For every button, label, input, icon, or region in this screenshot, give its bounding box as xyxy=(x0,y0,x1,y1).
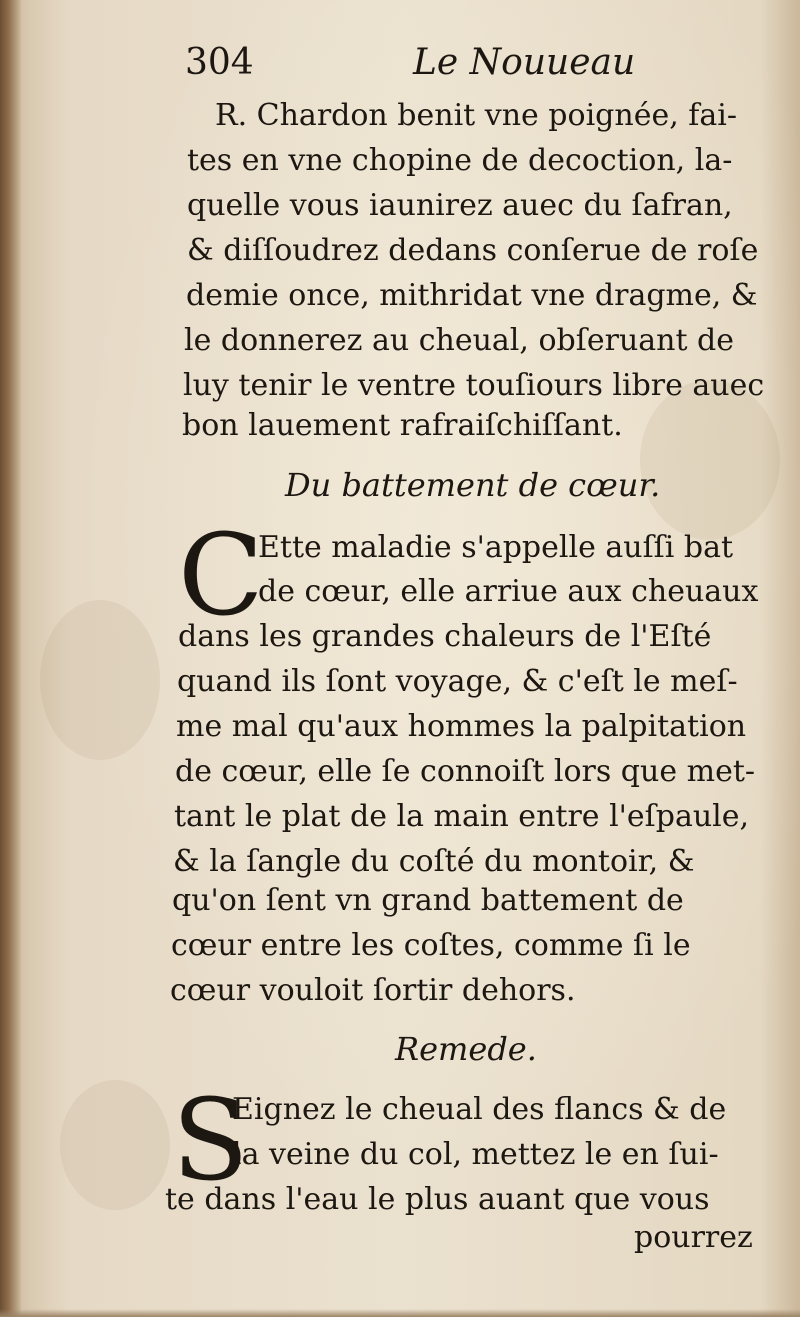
running-title: Le Nouueau xyxy=(413,42,636,83)
text-line: R. Chardon benit vne poignée, fai- xyxy=(215,98,737,133)
text-line: quelle vous iaunirez auec du ſafran, xyxy=(187,188,733,223)
drop-cap: C xyxy=(178,511,264,641)
text-line: te dans l'eau le plus auant que vous xyxy=(165,1182,710,1217)
page-edge xyxy=(0,1309,800,1317)
text-line: cœur vouloit ſortir dehors. xyxy=(170,973,576,1008)
drop-cap: S xyxy=(172,1076,249,1206)
text-line: me mal qu'aux hommes la palpitation xyxy=(176,709,747,744)
text-line: luy tenir le ventre touſiours libre auec xyxy=(183,368,765,403)
text-line: tant le plat de la main entre l'eſpaule, xyxy=(174,799,750,834)
catchword: pourrez xyxy=(634,1220,753,1255)
text-line: Eignez le cheual des flancs & de xyxy=(232,1092,727,1127)
section-heading: Remede. xyxy=(395,1030,537,1068)
text-line: Ette maladie s'appelle auſſi bat xyxy=(258,530,734,565)
paper-stain xyxy=(60,1080,170,1210)
paper-stain xyxy=(40,600,160,760)
text-line: de cœur, elle ſe connoiſt lors que met- xyxy=(175,754,756,789)
text-line: tes en vne chopine de decoction, la- xyxy=(187,143,733,178)
text-line: dans les grandes chaleurs de l'Eſté xyxy=(178,619,712,654)
text-line: bon lauement rafraiſchiſſant. xyxy=(182,408,623,443)
text-line: de cœur, elle arriue aux cheuaux xyxy=(258,574,759,609)
text-line: & diſſoudrez dedans conſerue de roſe xyxy=(187,233,759,268)
page-number: 304 xyxy=(185,42,254,83)
book-binding xyxy=(0,0,22,1317)
text-line: la veine du col, mettez le en ſui- xyxy=(232,1137,719,1172)
text-line: cœur entre les coſtes, comme ſi le xyxy=(171,928,691,963)
text-line: qu'on ſent vn grand battement de xyxy=(172,883,684,918)
section-heading: Du battement de cœur. xyxy=(285,466,661,504)
text-line: quand ils ſont voyage, & c'eſt le meſ- xyxy=(177,664,738,699)
text-line: demie once, mithridat vne dragme, & xyxy=(186,278,758,313)
text-line: & la ſangle du coſté du montoir, & xyxy=(173,844,695,879)
text-line: le donnerez au cheual, obſeruant de xyxy=(184,323,735,358)
page-header xyxy=(185,42,645,92)
